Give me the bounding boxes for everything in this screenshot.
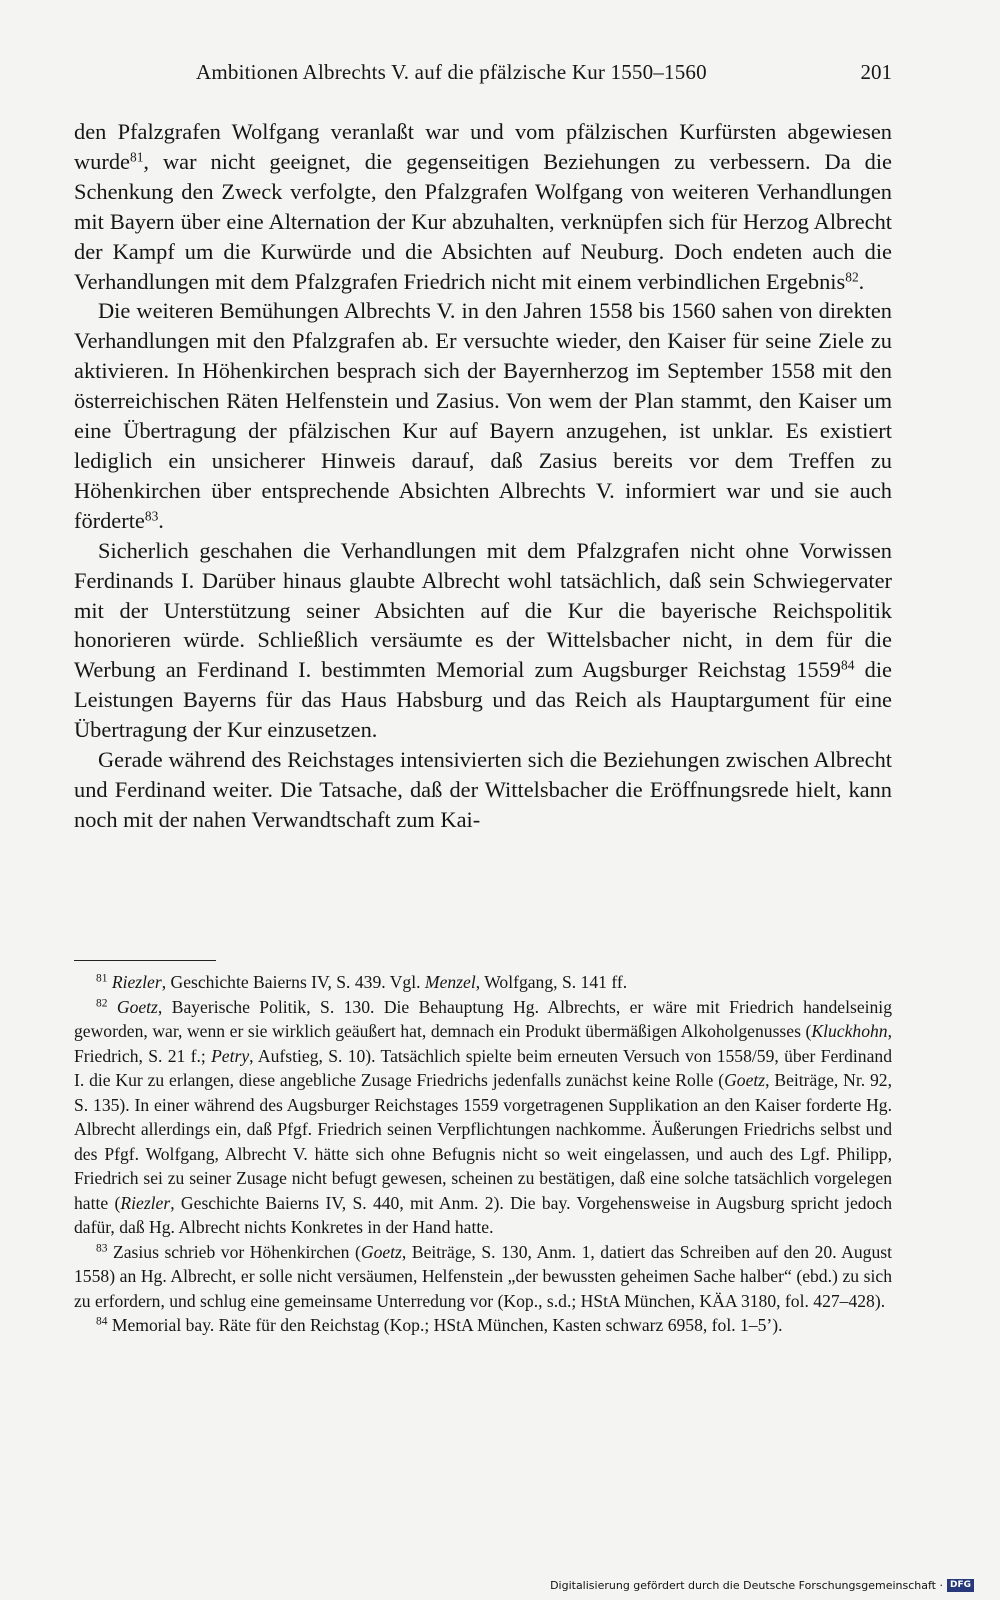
running-title: Ambitionen Albrechts V. auf die pfälzische Kur 1550–1560 xyxy=(196,60,707,84)
author-name: Goetz xyxy=(116,996,158,1017)
paragraph xyxy=(74,536,892,745)
footnotes xyxy=(74,970,892,1338)
footnote-number: 84 xyxy=(96,1315,108,1328)
text-run: . xyxy=(158,507,164,533)
main-text xyxy=(74,117,892,835)
text-run: den Pfalzgrafen Wolfgang veranlaßt war und vom pfälzischen Kurfürsten abgewiesen wurde xyxy=(74,119,892,174)
author-name: Goetz xyxy=(360,1241,402,1262)
author-name: Petry xyxy=(211,1045,250,1066)
paragraph xyxy=(74,117,892,296)
text-run: Die weiteren Bemühungen Albrechts V. in den Jahren 1558 bis 1560 sahen von direkten Verhandlungen mit den Pfalzgrafen ab. Er versuchte wieder, den Kaiser für seine Ziele zu aktivieren. In Höhenkirchen besprach sich der Bayernherzog im September 1558 mit den österreichischen Räten Helfenstein und Zasius. Von wem der Plan stammt, den Kaiser um eine Übertragung der pfälzischen Kur auf Bayern anzugehen, ist unklar. Es existiert lediglich ein unsicherer Hinweis darauf, daß Zasius bereits vor dem Treffen zu Höhenkirchen über entsprechende Absichten Albrechts V. informiert war und sie auch förderte xyxy=(74,298,892,533)
author-name: Riezler xyxy=(111,972,162,992)
text-run: die Leistungen Bayerns für das Haus Habsburg und das Reich als Hauptargument für eine Übertragung der Kur einzusetzen. xyxy=(74,657,893,743)
text-run: , Beiträge, S. 130, Anm. 1, datiert das Schreiben auf den 20. August 1558) an Hg. Albrecht, er solle nicht versäumen, Helfenstein „der bewussten geheimen Sache halber“ (ebd.) zu sich zu erfordern, und schlug eine gemeinsame Unterredung vor (Kop., s.d.; HStA München, KÄA 3180, fol. 427–428). xyxy=(74,1241,892,1311)
footnote-divider xyxy=(74,960,216,961)
text-run: , Aufstieg, S. 10). Tatsächlich spielte beim erneuten Versuch von 1558/59, über Ferdinand I. die Kur zu erlangen, diese angebliche Zusage Friedrichs jedenfalls zunächst keine Rolle ( xyxy=(74,1045,892,1090)
author-name: Kluckhohn xyxy=(811,1021,888,1041)
text-run: , war nicht geeignet, die gegenseitigen Beziehungen zu verbessern. Da die Schenkung den Zweck verfolgte, den Pfalzgrafen Wolfgang von weiteren Verhandlungen mit Bayern über eine Alternation der Kur abzuhalten, verknüpfen sich für Herzog Albrecht der Kampf um die Kurwürde und die Absichten auf Neuburg. Doch endeten auch die Verhandlungen mit dem Pfalzgrafen Friedrich nicht mit einem verbindlichen Ergebnis xyxy=(74,148,892,294)
footnote-reference: 84 xyxy=(840,657,855,673)
footnote xyxy=(74,970,892,995)
text-run: Zasius schrieb vor Höhenkirchen ( xyxy=(112,1241,361,1262)
dfg-logo: DFG xyxy=(947,1579,974,1592)
text-run: Gerade während des Reichstages intensivierten sich die Beziehungen zwischen Albrecht und Ferdinand weiter. Die Tatsache, daß der Wittelsbacher die Eröffnungsrede hielt, kann noch mit der nahen Verwandtschaft zum Kai- xyxy=(74,747,892,832)
footnote-reference: 82 xyxy=(845,269,859,285)
text-run: , Geschichte Baierns IV, S. 439. Vgl. xyxy=(161,972,425,992)
footnote xyxy=(74,1240,892,1314)
text-run: . xyxy=(858,268,865,294)
page-number: 201 xyxy=(860,60,892,84)
text-run: , Bayerische Politik, S. 130. Die Behauptung Hg. Albrechts, er wäre mit Friedrich handelseinig geworden, war, wenn er sie wirklich geäußert hat, demnach ein Produkt übermäßigen Alkoholgenusses ( xyxy=(74,996,892,1041)
footnote-reference: 83 xyxy=(144,508,159,524)
paragraph xyxy=(74,745,892,835)
footnote-number: 83 xyxy=(96,1242,108,1255)
text-run: , Beiträge, Nr. 92, S. 135). In einer während des Augsburger Reichstages 1559 vorgetragenen Supplikation an den Kaiser forderte Hg. Albrecht allerdings ein, daß Pfgf. Friedrich seinen Verpflichtungen nachkomme. Äußerungen Friedrichs selbst und des Pfgf. Wolfgang, Albrecht V. hätte sich ohne Befugnis nicht so weit eingelassen, und auch des Lgf. Philipp, Friedrich sei zu seiner Zusage nicht befugt gewesen, scheinen zu bestätigen, daß eine solche tatsächlich vorgelegen hatte ( xyxy=(74,1070,892,1213)
footnote xyxy=(74,1313,892,1338)
text-run: , Wolfgang, S. 141 ff. xyxy=(475,972,628,992)
running-header xyxy=(74,58,892,90)
paragraph xyxy=(74,296,892,535)
text-run: , Friedrich, S. 21 f.; xyxy=(74,1021,892,1066)
footnote-reference: 81 xyxy=(129,149,144,165)
author-name: Goetz xyxy=(724,1070,766,1090)
digitization-credit xyxy=(550,1579,974,1592)
text-run: , Geschichte Baierns IV, S. 440, mit Anm. 2). Die bay. Vorgehensweise in Augsburg spricht jedoch dafür, daß Hg. Albrecht nichts Konkretes in der Hand hatte. xyxy=(74,1192,893,1237)
footnote-number: 81 xyxy=(96,972,108,985)
text-run: Memorial bay. Räte für den Reichstag (Kop.; HStA München, Kasten schwarz 6958, fol. 1–5’). xyxy=(111,1315,783,1335)
author-name: Riezler xyxy=(120,1192,171,1213)
text-run: Sicherlich geschahen die Verhandlungen mit dem Pfalzgrafen nicht ohne Vorwissen Ferdinands I. Darüber hinaus glaubte Albrecht wohl tatsächlich, daß sein Schwiegervater mit der Unterstützung seiner Absichten auf die Kur die bayerische Reichspolitik honorieren würde. Schließlich versäumte es der Wittelsbacher nicht, in dem für die Werbung an Ferdinand I. bestimmten Memorial zum Augsburger Reichstag 1559 xyxy=(74,537,892,683)
credit-text: Digitalisierung gefördert durch die Deutsche Forschungsgemeinschaft · xyxy=(550,1579,943,1592)
footnote-number: 82 xyxy=(96,997,108,1010)
author-name: Menzel xyxy=(424,972,476,992)
footnote xyxy=(74,995,892,1240)
